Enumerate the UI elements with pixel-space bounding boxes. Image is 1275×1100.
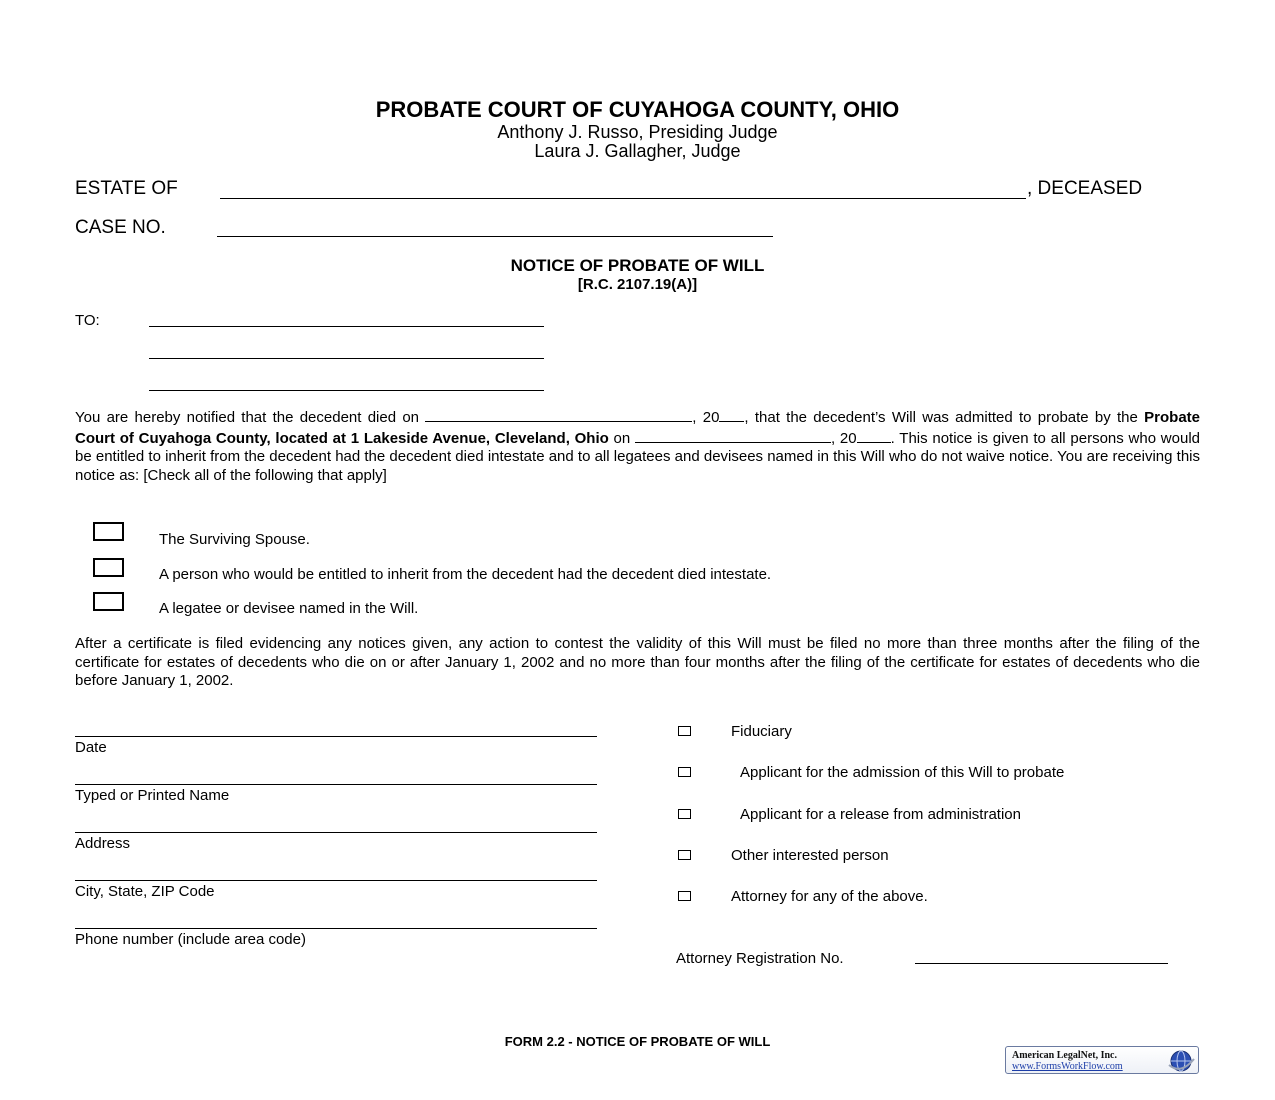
- address-field[interactable]: [75, 832, 597, 833]
- intestate-heir-checkbox[interactable]: [93, 558, 124, 577]
- date-field[interactable]: [75, 736, 597, 737]
- death-year-field[interactable]: [719, 407, 744, 422]
- logo-url[interactable]: www.FormsWorkFlow.com: [1012, 1061, 1123, 1072]
- legatee-checkbox[interactable]: [93, 592, 124, 611]
- attorney-registration-label: Attorney Registration No.: [676, 950, 844, 967]
- intestate-heir-option-label: A person who would be entitled to inherit from the decedent had the decedent died intestate.: [159, 566, 772, 583]
- probate-date-field[interactable]: [635, 428, 831, 443]
- notice-paragraph: [75, 407, 1200, 485]
- globe-icon: [1167, 1049, 1195, 1073]
- release-applicant-checkbox[interactable]: [678, 809, 691, 819]
- legatee-option-label: A legatee or devisee named in the Will.: [159, 600, 419, 617]
- fiduciary-label: Fiduciary: [731, 723, 792, 740]
- death-date-field[interactable]: [425, 407, 692, 422]
- legalnet-logo[interactable]: [1005, 1046, 1199, 1074]
- recipient-line-1[interactable]: [149, 326, 544, 327]
- to-label: TO:: [75, 312, 100, 329]
- recipient-line-2[interactable]: [149, 358, 544, 359]
- deceased-label: , DECEASED: [1027, 178, 1143, 199]
- notice-text-6: . This notice is given to all persons who would be entitled to inherit from the decedent had the decedent died intestate and to all legatees and devisees named in this Will who do not waive notice. You are receiving this notice as: [Check all of the following that apply]: [75, 429, 1200, 484]
- court-name: PROBATE COURT OF CUYAHOGA COUNTY, OHIO: [375, 97, 900, 122]
- form-footer: FORM 2.2 - NOTICE OF PROBATE OF WILL: [504, 1034, 771, 1049]
- recipient-line-3[interactable]: [149, 390, 544, 391]
- court-address: Probate Court of Cuyahoga County, located at 1 Lakeside Avenue, Cleveland, Ohio: [75, 409, 1201, 447]
- phone-field[interactable]: [75, 928, 597, 929]
- phone-label: Phone number (include area code): [75, 931, 306, 948]
- release-applicant-label: Applicant for a release from administration: [740, 806, 1021, 823]
- address-label: Address: [75, 835, 131, 852]
- probate-year-field[interactable]: [857, 428, 891, 443]
- notice-text-1: You are hereby notified that the decedent died on: [75, 409, 420, 426]
- admission-applicant-label: Applicant for the admission of this Will to probate: [740, 764, 1065, 781]
- statute-reference: [R.C. 2107.19(A)]: [577, 276, 698, 293]
- printed-name-field[interactable]: [75, 784, 597, 785]
- form-title: NOTICE OF PROBATE OF WILL: [510, 256, 765, 275]
- estate-name-field[interactable]: [220, 198, 1026, 199]
- logo-company: American LegalNet, Inc.: [1012, 1050, 1117, 1061]
- interested-person-checkbox[interactable]: [678, 850, 691, 860]
- attorney-label: Attorney for any of the above.: [731, 888, 928, 905]
- notice-text-5: , 20: [831, 429, 857, 447]
- date-label: Date: [75, 739, 107, 756]
- spouse-option-label: The Surviving Spouse.: [159, 531, 310, 548]
- estate-label: ESTATE OF: [75, 178, 178, 199]
- notice-text-3: , that the decedent’s Will was admitted to probate by the: [744, 409, 1138, 426]
- city-state-zip-label: City, State, ZIP Code: [75, 883, 215, 900]
- notice-text-4: on: [613, 429, 631, 447]
- city-state-zip-field[interactable]: [75, 880, 597, 881]
- interested-person-label: Other interested person: [731, 847, 889, 864]
- notice-text-2: , 20: [692, 409, 720, 426]
- case-number-field[interactable]: [217, 236, 773, 237]
- printed-name-label: Typed or Printed Name: [75, 787, 230, 804]
- fiduciary-checkbox[interactable]: [678, 726, 691, 736]
- attorney-checkbox[interactable]: [678, 891, 691, 901]
- admission-applicant-checkbox[interactable]: [678, 767, 691, 777]
- presiding-judge: Anthony J. Russo, Presiding Judge: [497, 122, 778, 142]
- case-label: CASE NO.: [75, 217, 166, 238]
- judge: Laura J. Gallagher, Judge: [534, 141, 741, 161]
- spouse-checkbox[interactable]: [93, 522, 124, 541]
- contest-paragraph: After a certificate is filed evidencing any notices given, any action to contest the validity of this Will must be filed no more than three months after the filing of the certificate for estates of decedents who die on or after January 1, 2002 and no more than four months after the filing of the certificate for estates of decedents who die before January 1, 2002.: [75, 635, 1200, 689]
- attorney-registration-field[interactable]: [915, 963, 1168, 964]
